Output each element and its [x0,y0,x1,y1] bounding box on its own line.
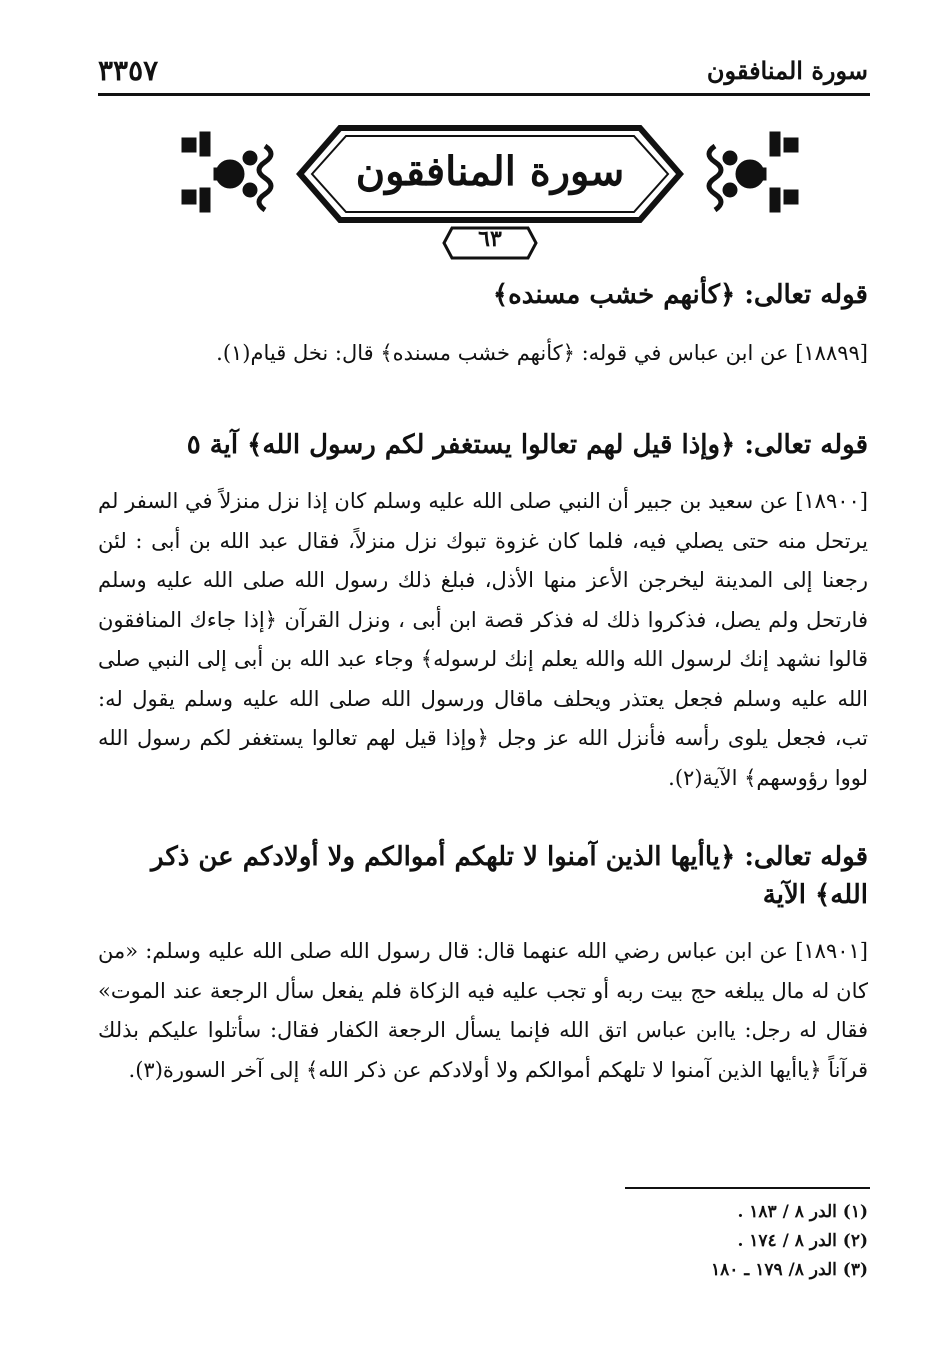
paragraph: [١٨٨٩٩] عن ابن عباس في قوله: ﴿كأنهم خشب مسنده﴾ قال: نخل قيام(١). [216,341,868,365]
page-number: ٣٣٥٧ [98,54,159,87]
footnote-rule [625,1187,870,1189]
paragraph: [١٨٩٠٠] عن سعيد بن جبير أن النبي صلى الله عليه وسلم كان إذا نزل منزلاً في السفر لم يرتحل منه حتى يصلي فيه، فلما كان غزوة تبوك نزل منزلاً، فقال عبد الله بن أبى : لئن رجعنا إلى المدينة ليخرجن الأعز منها الأذل، فبلغ ذلك رسول الله صلى الله عليه وسلم فارتحل ولم يصل، فذكروا ذلك له فذكر قصة ابن أبى ، ونزل القرآن ﴿إذا جاءك المنافقون قالوا نشهد إنك لرسول الله والله يعلم إنك لرسوله﴾ وجاء عبد الله بن أبى إلى النبي صلى الله عليه وسلم فجعل يعتذر ويحلف ماقال ورسول الله صلى الله عليه وسلم يقول له: تب، فجعل يلوى رأسه فأنزل الله عز وجل ﴿وإذا قيل لهم تعالوا يستغفر لكم رسول الله لووا رؤوسهم﴾ الآية(٢). [98,489,868,790]
section-body-3 [98,932,868,1090]
surah-banner [170,118,810,263]
surah-number: ٦٣ [478,226,502,252]
section-heading-3: قوله تعالى: ﴿ياأيها الذين آمنوا لا تلهكم أموالكم ولا أولادكم عن ذكر الله﴾ الآية [151,842,868,910]
footnote: (١) الدر ٨ / ١٨٣ . [737,1202,868,1222]
section-heading-1: قوله تعالى: ﴿كأنهم خشب مسنده﴾ [492,280,868,310]
paragraph: [١٨٩٠١] عن ابن عباس رضي الله عنهما قال: قال رسول الله صلى الله عليه وسلم: «من كان له مال يبلغه حج بيت ربه أو تجب عليه فيه الزكاة فلم يفعل سأل الرجعة عند الموت» فقال له رجل: ياابن عباس اتق الله فإنما يسأل الرجعة الكفار فقال: سأتلوا عليكم بذلك قرآناً ﴿ياأيها الذين آمنوا لا تلهكم أموالكم ولا أولادكم عن ذكر الله﴾ إلى آخر السورة(٣). [98,939,868,1082]
footnote: (٣) الدر ٨/ ١٧٩ ـ ١٨٠ [710,1260,868,1280]
running-header [98,52,868,92]
section-heading-2: قوله تعالى: ﴿وإذا قيل لهم تعالوا يستغفر لكم رسول الله﴾ آية ٥ [186,430,868,460]
header-rule [98,93,870,96]
footnote: (٢) الدر ٨ / ١٧٤ . [737,1231,868,1251]
footnotes [560,1198,868,1285]
surah-title: سورة المنافقون [355,148,625,195]
header-surah-name: سورة المنافقون [706,56,868,85]
section-body-2 [98,482,868,798]
section-body-1 [98,334,868,374]
